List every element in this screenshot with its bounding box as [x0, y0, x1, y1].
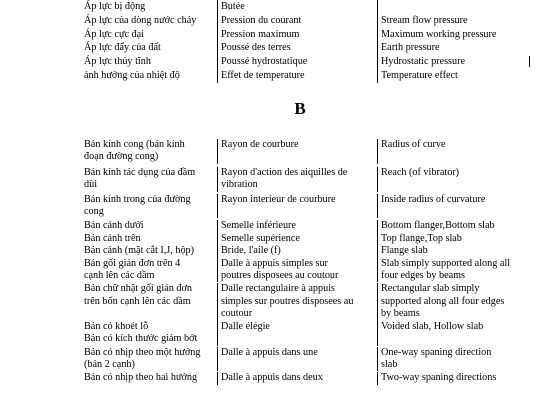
english-term — [378, 333, 535, 345]
text-cursor — [529, 56, 530, 67]
french-term: Butée — [218, 0, 378, 14]
table-row — [80, 321, 535, 333]
english-term: Temperature effect — [381, 69, 458, 81]
section-heading: B — [294, 99, 306, 118]
vietnamese-term-line: Bản có nhịp theo hai hướng — [84, 372, 198, 384]
french-term-line: Dalle à appuis dans une — [221, 346, 318, 358]
vietnamese-term-line: Bán kính tác dụng của đầm — [84, 166, 196, 178]
table-row — [80, 55, 535, 69]
english-term: Stream flow pressure — [381, 14, 468, 26]
vietnamese-term — [80, 321, 218, 333]
english-term-line: slab — [381, 358, 398, 370]
french-term — [218, 167, 378, 192]
english-term-line: by beams — [381, 308, 420, 320]
vietnamese-term-line: (bản 2 cạnh) — [84, 358, 135, 370]
table-row — [80, 167, 535, 192]
french-term-line: coutour — [221, 308, 253, 320]
vietnamese-term: Áp lực của dòng nước chảy — [80, 14, 218, 28]
vietnamese-term — [80, 258, 218, 283]
vietnamese-term: Áp lực thủy tĩnh — [80, 55, 218, 69]
french-term-line — [221, 333, 377, 345]
table-row — [80, 139, 535, 164]
english-term-line: One-way spaning direction — [381, 346, 492, 358]
english-term-line: Reach (of vibrator) — [381, 166, 460, 178]
french-term: Effet de temperature — [218, 69, 378, 83]
french-term-line: Bride, l'aile (f) — [221, 245, 281, 257]
french-term — [218, 321, 378, 333]
english-term-line: Flange slab — [381, 245, 428, 257]
vietnamese-term — [80, 220, 218, 232]
vietnamese-term-line: Bản cánh dưới — [84, 220, 144, 232]
vietnamese-term-line: Bán kính cong (bán kính — [84, 139, 185, 150]
english-term-line: Rectangular slab simply — [381, 283, 480, 295]
french-term-line: Dalle à appuis simples sur — [221, 257, 328, 269]
vietnamese-term-line: Bản có khoét lỗ — [84, 320, 149, 332]
french-term: Pression maximum — [218, 28, 378, 42]
table-row — [80, 283, 535, 320]
english-term — [378, 0, 535, 14]
glossary-table-top — [80, 0, 535, 83]
french-term-line: Semelle supérience — [221, 232, 300, 244]
vietnamese-term — [80, 194, 218, 219]
table-row — [80, 0, 535, 14]
vietnamese-term-line: Bản cánh trên — [84, 232, 141, 244]
french-term-line: poutres disposees au coutour — [221, 270, 339, 282]
english-term — [378, 167, 535, 192]
french-term-line: simples sur poutres disposees au — [221, 295, 354, 307]
english-term — [378, 139, 535, 164]
table-row — [80, 233, 535, 245]
french-term: Pression du courant — [218, 14, 378, 28]
table-row — [80, 347, 535, 372]
vietnamese-term — [80, 333, 218, 345]
vietnamese-term-line: cong — [84, 206, 104, 218]
vietnamese-term-line: Bản có nhịp theo một hướng — [84, 346, 201, 358]
french-term-line: vibration — [221, 179, 258, 191]
vietnamese-term: Áp lực bị động — [80, 0, 218, 14]
vietnamese-term-line: Bản gối giản đơn trên 4 — [84, 257, 181, 269]
english-term-line: Two-way spaning directions — [381, 372, 497, 384]
vietnamese-term-line: trên bốn cạnh lên các dầm — [84, 295, 191, 307]
english-term-line: Inside radius of curvature — [381, 193, 486, 205]
english-term-line: Radius of curve — [381, 139, 446, 150]
french-term-line: Semelle inférieure — [221, 220, 296, 232]
english-term: Earth pressure — [381, 42, 440, 54]
table-row — [80, 220, 535, 232]
table-row — [80, 28, 535, 42]
table-row — [80, 41, 535, 55]
table-row — [80, 333, 535, 345]
english-term — [378, 220, 535, 232]
english-term — [378, 283, 535, 320]
glossary-table-b — [80, 139, 535, 385]
table-row — [80, 69, 535, 83]
vietnamese-term — [80, 347, 218, 372]
french-term: Poussé hydrostatique — [218, 55, 378, 69]
table-row — [80, 372, 535, 384]
english-term-line: Slab simply supported along all — [381, 257, 511, 269]
french-term-line: Rayon interieur de courbure — [221, 193, 336, 205]
french-term — [218, 283, 378, 320]
vietnamese-term-line: Bản có kích thước giảm bớt — [84, 333, 198, 345]
french-term: Poussé des terres — [218, 41, 378, 55]
vietnamese-term — [80, 233, 218, 245]
vietnamese-term-line: Bản cánh (mặt cắt I,J, hộp) — [84, 245, 195, 257]
vietnamese-term — [80, 283, 218, 320]
french-term-line: Dalle élégie — [221, 320, 270, 332]
french-term-line: Rayon d'action des aiquilles de — [221, 166, 348, 178]
english-term — [378, 347, 535, 372]
english-term-line: four edges by beams — [381, 270, 466, 282]
vietnamese-term-line: cạnh lên các dầm — [84, 270, 155, 282]
english-term: Maximum working pressure — [381, 28, 497, 40]
vietnamese-term — [80, 372, 218, 384]
english-term-line: Top flange,Top slab — [381, 232, 462, 244]
english-term — [378, 194, 535, 219]
french-term — [218, 139, 378, 164]
vietnamese-term-line: đoạn đường cong) — [84, 151, 159, 163]
french-term — [218, 347, 378, 372]
french-term — [218, 233, 378, 245]
french-term — [218, 220, 378, 232]
table-row — [80, 14, 535, 28]
french-term-line: Dalle à appuis dans deux — [221, 372, 323, 384]
french-term — [218, 245, 378, 257]
english-term — [378, 321, 535, 333]
french-term — [218, 194, 378, 219]
english-term — [378, 233, 535, 245]
vietnamese-term-line: dùi — [84, 179, 98, 191]
vietnamese-term-line: Bản chữ nhật gối giản đơn — [84, 283, 192, 295]
english-term: Hydrostatic pressure — [381, 56, 466, 68]
french-term — [218, 372, 378, 384]
english-term — [378, 258, 535, 283]
vietnamese-term: Áp lực đẩy của đất — [80, 41, 218, 55]
english-term — [378, 372, 535, 384]
english-term — [378, 245, 535, 257]
vietnamese-term-line: Bán kính trong của đường — [84, 193, 191, 205]
french-term-line: Rayon de courbure — [221, 139, 299, 150]
table-row — [80, 194, 535, 219]
french-term — [218, 258, 378, 283]
english-term-line: Voided slab, Hollow slab — [381, 320, 484, 332]
vietnamese-term: Áp lực cực đại — [80, 28, 218, 42]
table-row — [80, 245, 535, 257]
french-term-line: Dalle rectangulaire à appuis — [221, 283, 335, 295]
vietnamese-term — [80, 139, 218, 164]
table-row — [80, 258, 535, 283]
english-term-line — [381, 333, 535, 345]
french-term — [218, 333, 378, 345]
vietnamese-term — [80, 167, 218, 192]
vietnamese-term — [80, 245, 218, 257]
english-term-line: Bottom flanger,Bottom slab — [381, 220, 495, 232]
vietnamese-term: ảnh hưởng của nhiệt độ — [80, 69, 218, 83]
english-term-line: supported along all four edges — [381, 295, 505, 307]
